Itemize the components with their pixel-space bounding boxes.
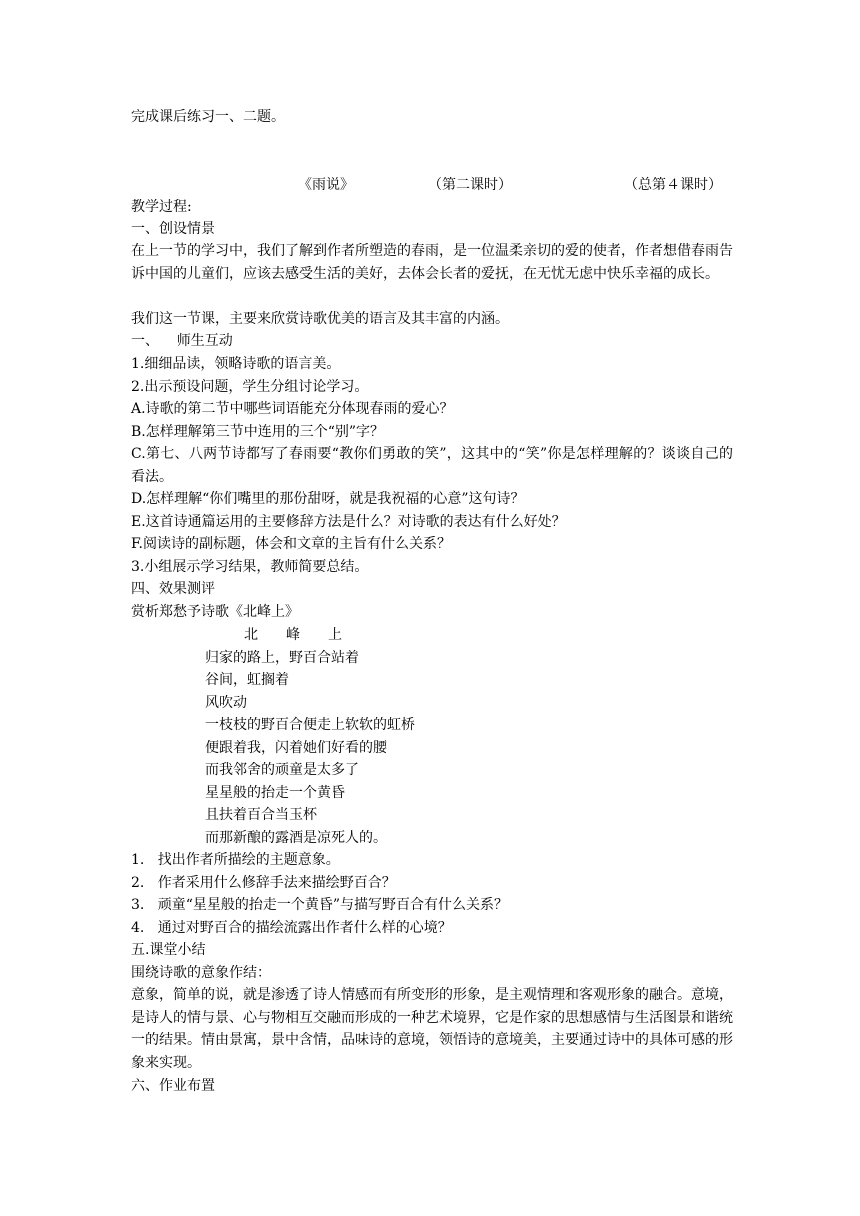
poem-title: 北峰上 xyxy=(244,627,370,643)
section2-title: 一、 师生互动 xyxy=(131,333,233,349)
question-item: 2. 作者采用什么修辞手法来描绘野百合？ xyxy=(131,875,396,891)
previous-homework-line: 完成课后练习一、二题。 xyxy=(131,109,285,125)
section1-title: 一、创设情景 xyxy=(131,221,215,237)
summary-paragraph: 意象，简单的说，就是渗透了诗人情感而有所变形的形象，是主观情理和客观形象的融合。意境，是诗人的情与景、心与物相互交融而形成的一种艺术境界，它是作家的思想感情与生活图景和谐统一的结果。情由景寓，景中含情，品味诗的意境，领悟诗的意境美，主要通过诗中的具体可感的形象来实现。 xyxy=(131,987,733,1071)
section1-paragraph: 在上一节的学习中，我们了解到作者所塑造的春雨，是一位温柔亲切的爱的使者，作者想借春雨告诉中国的儿童们，应该去感受生活的美好，去体会长者的爱抚，在无忧无虑中快乐幸福的成长。 xyxy=(131,243,733,282)
homework-title: 六、作业布置 xyxy=(131,1078,215,1094)
section4-title: 四、效果测评 xyxy=(131,581,215,597)
poem-line: 风吹动 xyxy=(205,695,247,711)
lesson-header xyxy=(0,174,860,196)
question-a: A.诗歌的第二节中哪些词语能充分体现春雨的爱心？ xyxy=(131,401,454,417)
lesson-period: （第二课时） xyxy=(428,177,512,193)
question-e: E.这首诗通篇运用的主要修辞方法是什么？对诗歌的表达有什么好处？ xyxy=(131,514,566,530)
poem-line: 且扶着百合当玉杯 xyxy=(205,807,317,823)
step-3: 3.小组展示学习结果，教师简要总结。 xyxy=(131,559,369,575)
question-d: D.怎样理解“你们嘴里的那份甜呀，就是我祝福的心意”这句诗？ xyxy=(131,491,525,507)
question-b: B.怎样理解第三节中连用的三个“别”字？ xyxy=(131,424,385,440)
appreciate-line: 赏析郑愁予诗歌《北峰上》 xyxy=(131,604,299,620)
question-f: F.阅读诗的副标题，体会和文章的主旨有什么关系？ xyxy=(131,536,451,552)
lesson-title: 《雨说》 xyxy=(298,177,354,193)
step-2: 2.出示预设问题，学生分组讨论学习。 xyxy=(131,379,369,395)
section1-paragraph2: 我们这一节课，主要来欣赏诗歌优美的语言及其丰富的内涵。 xyxy=(131,311,509,327)
process-label: 教学过程: xyxy=(131,199,192,215)
poem-line: 而那新酿的露酒是凉死人的。 xyxy=(205,830,387,846)
poem-line: 而我邻舍的顽童是太多了 xyxy=(205,762,359,778)
poem-line: 便跟着我，闪着她们好看的腰 xyxy=(205,740,387,756)
step-1: 1.细细品读，领略诗歌的语言美。 xyxy=(131,356,341,372)
summary-lead: 围绕诗歌的意象作结： xyxy=(131,965,271,981)
lesson-total-count: （总第４课时） xyxy=(624,177,722,193)
question-item: 1. 找出作者所描绘的主题意象。 xyxy=(131,852,340,868)
poem-line: 归家的路上，野百合站着 xyxy=(205,650,359,666)
poem-line: 星星般的抬走一个黄昏 xyxy=(205,785,345,801)
question-item: 4. 通过对野百合的描绘流露出作者什么样的心境？ xyxy=(131,920,452,936)
poem-line: 谷间，虹搁着 xyxy=(205,672,289,688)
question-c: C.第七、八两节诗都写了春雨要“教你们勇敢的笑”，这其中的“笑”你是怎样理解的？谈谈自己的看法。 xyxy=(131,446,733,485)
poem-line: 一枝枝的野百合便走上软软的虹桥 xyxy=(205,717,415,733)
summary-title: 五.课堂小结 xyxy=(131,942,206,958)
question-item: 3. 顽童“星星般的抬走一个黄昏”与描写野百合有什么关系？ xyxy=(131,897,509,913)
